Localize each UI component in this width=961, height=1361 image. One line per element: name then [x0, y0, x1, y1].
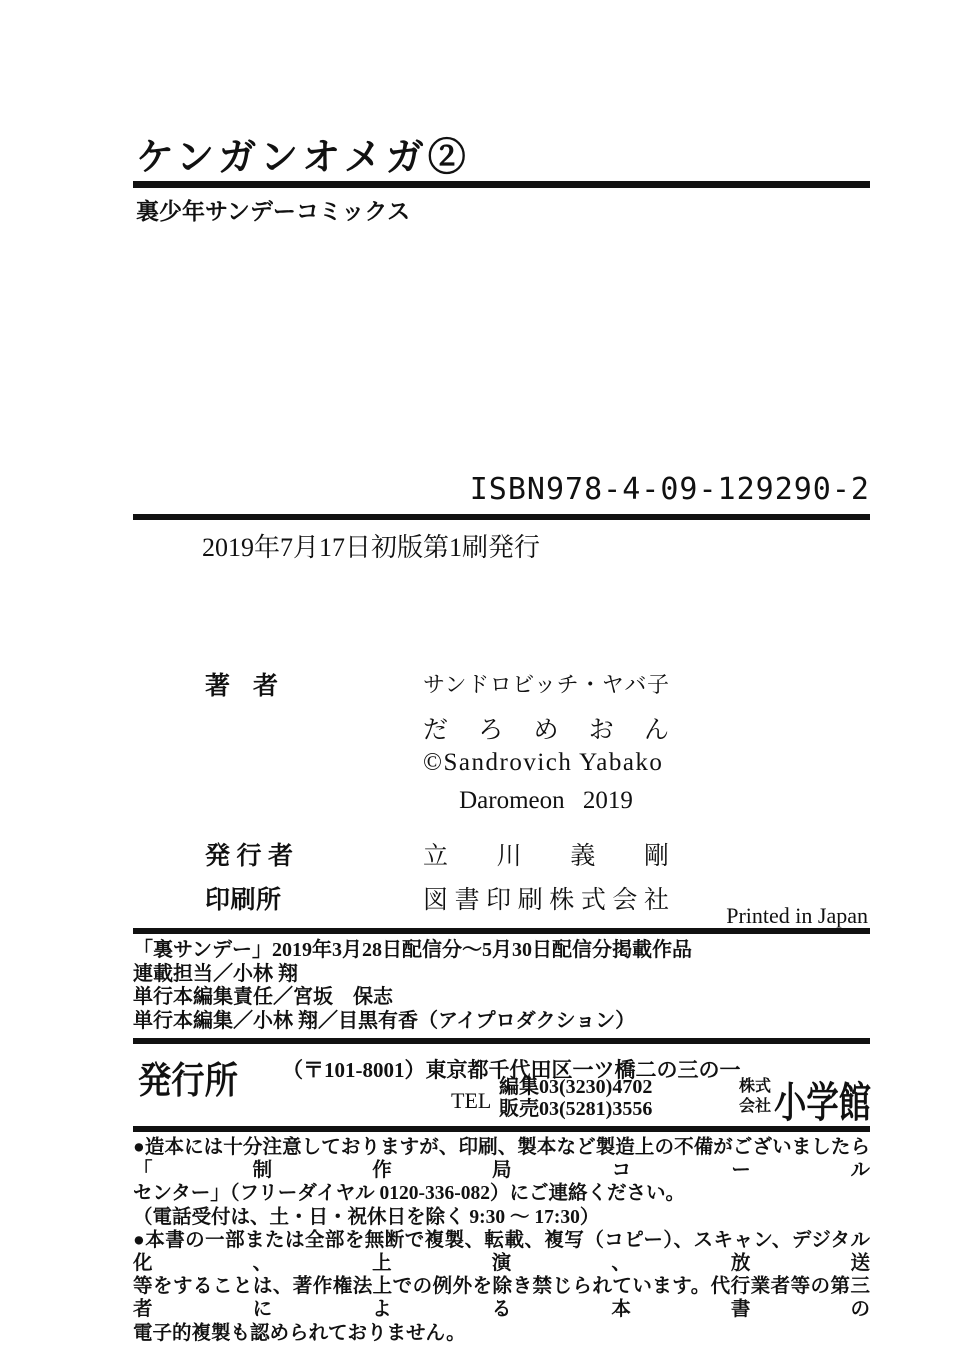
- publisher-name: 立川義剛: [423, 843, 669, 870]
- serialization-line: 単行本編集／小林 翔／目黒有香（アイプロダクション）: [133, 1009, 636, 1032]
- copyright-year-line: Daromeon 2019: [459, 787, 633, 814]
- tel-sales: 販売03(5281)3556: [499, 1098, 653, 1120]
- tel-numbers: [499, 1076, 652, 1120]
- serialization-block: [133, 939, 870, 1033]
- notices-block: [133, 1136, 870, 1345]
- isbn-rule: [133, 514, 870, 520]
- publishing-office-label: 発行所: [138, 1060, 238, 1101]
- notice-line: （電話受付は、土・日・祝休日を除く 9:30 ～ 17:30）: [133, 1206, 600, 1228]
- publishing-office-rule: [133, 1126, 870, 1132]
- publisher-label: 発行者: [205, 843, 293, 870]
- book-title: ケンガンオメガ②: [136, 137, 470, 179]
- title-rule: [133, 181, 870, 188]
- notice-line: 等をすることは、著作権法上での例外を除き禁じられています。代行業者等の第三者による本書の: [133, 1276, 870, 1321]
- credits-rule: [133, 928, 870, 934]
- notice-line: ●造本には十分注意しておりますが、印刷、製本など製造上の不備がございましたら「制作局コール: [133, 1137, 870, 1182]
- printer-name: 図書印刷株式会社: [423, 887, 669, 914]
- notice-line: センター」（フリーダイヤル 0120-336-082）にご連絡ください。: [133, 1183, 685, 1205]
- publishing-office-block: [133, 1044, 870, 1126]
- serialization-line: 単行本編集責任／宮坂 保志: [133, 986, 393, 1008]
- company-prefix: [739, 1077, 771, 1117]
- printer-label: 印刷所: [205, 887, 281, 914]
- notice-line: ●本書の一部または全部を無断で複製、転載、複写（コピー）、スキャン、デジタル化、上演、放送: [133, 1229, 870, 1275]
- serialization-line: 「裏サンデー」2019年3月28日配信分～5月30日配信分掲載作品: [133, 939, 692, 961]
- isbn-number: ISBN978-4-09-129290-2: [469, 472, 870, 507]
- copyright-line: ©Sandrovich Yabako: [423, 749, 664, 776]
- serialization-line: 連載担当／小林 翔: [133, 962, 298, 985]
- tel-editorial: 編集03(3230)4702: [499, 1076, 653, 1098]
- notice-line: 電子的複製も認められておりません。: [133, 1322, 466, 1344]
- company-prefix-top: 株式: [739, 1078, 772, 1095]
- publishing-office-address: （〒101-8001）東京都千代田区一ツ橋二の三の一: [282, 1058, 741, 1082]
- printed-in-japan: Printed in Japan: [726, 903, 868, 928]
- company-prefix-bottom: 会社: [739, 1098, 772, 1115]
- author-name-1: サンドロビッチ・ヤバ子: [423, 672, 669, 697]
- imprint-label: 裏少年サンデーコミックス: [136, 198, 411, 224]
- tel-label: TEL: [451, 1088, 492, 1113]
- company-name: 小学館: [774, 1079, 872, 1126]
- author-label: 著者: [205, 673, 278, 700]
- author-name-2: だろめおん: [423, 717, 669, 744]
- print-date: 2019年7月17日初版第1刷発行: [202, 533, 541, 562]
